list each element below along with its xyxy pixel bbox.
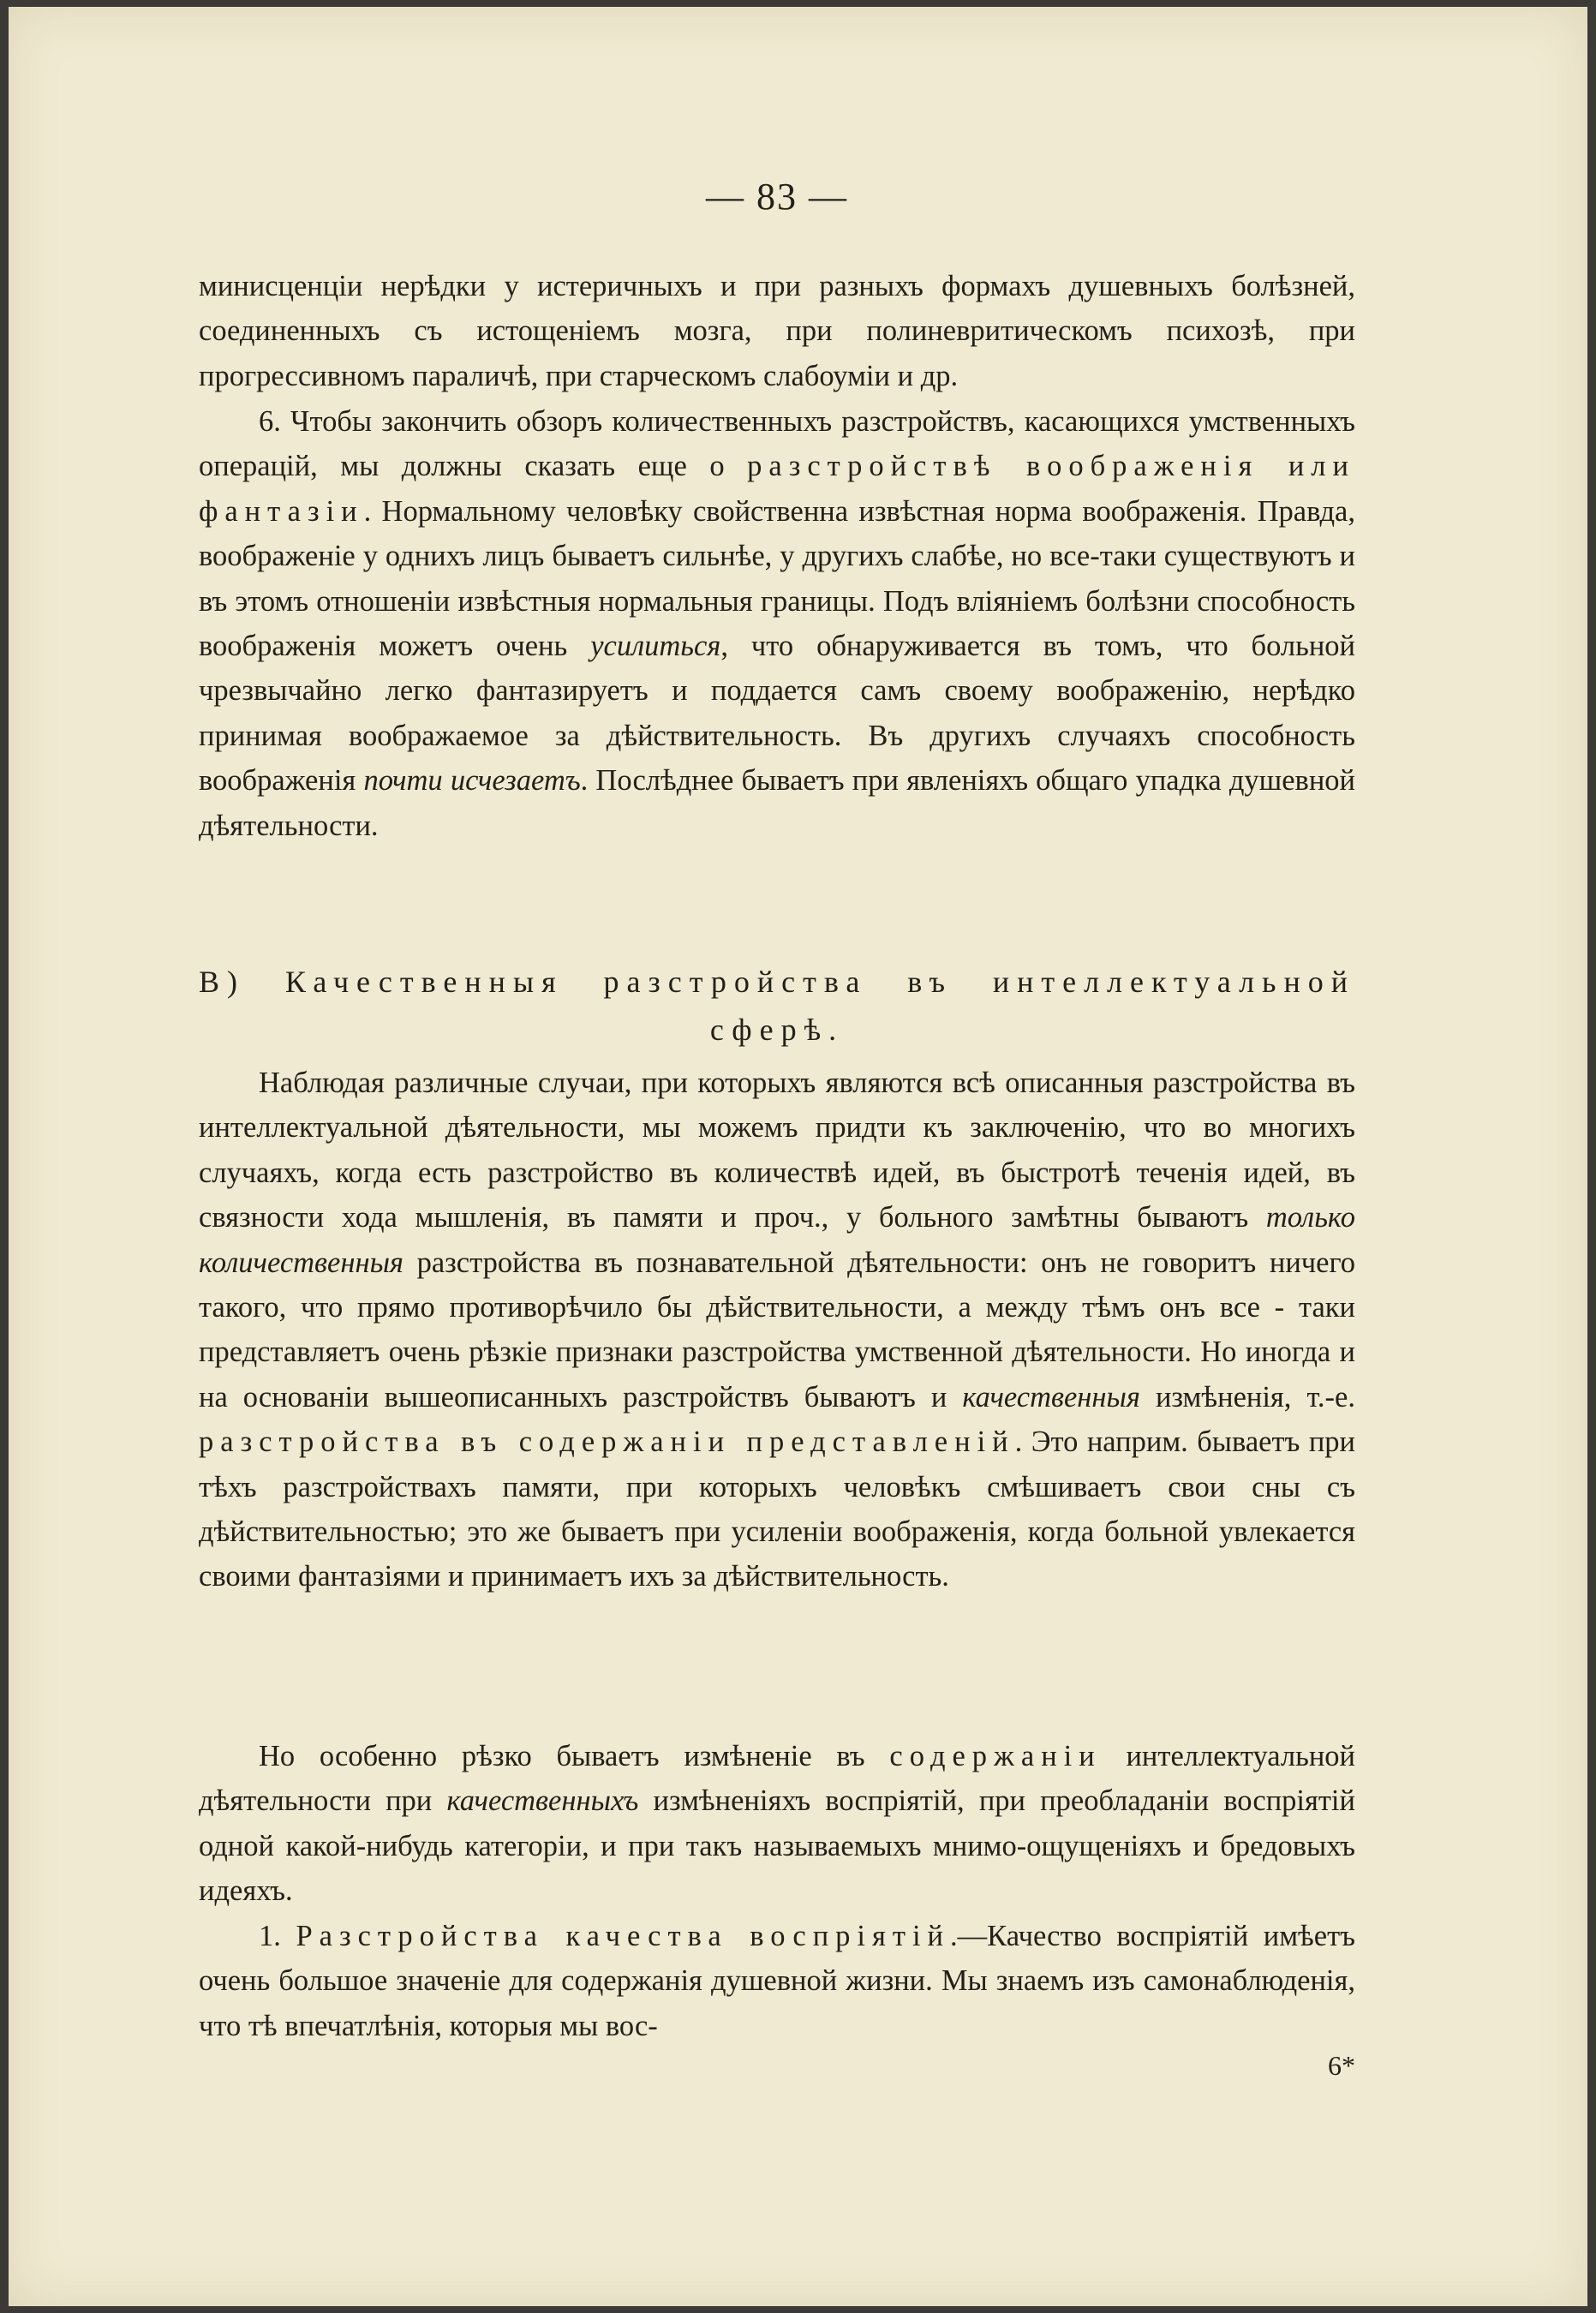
paragraph-3-text-c: измѣненія, т.-е. xyxy=(1139,1380,1355,1414)
paragraph-3-text-d: . Это наприм. бываетъ при тѣхъ разстройствахъ памяти, при которыхъ человѣкъ смѣшиваетъ свои сны съ дѣйствительностью; это же бываетъ при усиленіи воображенія, когда больной увлекается своими фантазіями и принимаетъ ихъ за дѣйствительность. xyxy=(199,1425,1356,1593)
paragraph-4-text-b: интеллектуальной дѣятельности при xyxy=(199,1740,1355,1818)
spaced-emphasis: содержаніи xyxy=(889,1740,1102,1772)
paragraph-4 xyxy=(199,1734,1355,1914)
section-heading-line-2: сферѣ. xyxy=(709,1013,845,1047)
paragraph-5-text-b: .—Качество воспріятій имѣетъ очень большое значеніе для содержанія душевной жизни. Мы знаемъ изъ самонаблюденія, что тѣ впечатлѣнія, которыя мы вос- xyxy=(199,1920,1355,2042)
spaced-emphasis: разстройствѣ воображенія или фантазіи xyxy=(199,450,1355,528)
paragraph-2-text-d: . Послѣднее бываетъ при явленіяхъ общаго упадка душевной дѣятельности. xyxy=(199,764,1355,842)
paragraph-2 xyxy=(199,399,1355,848)
italic-emphasis: почти исчезаетъ xyxy=(363,764,581,798)
italic-emphasis: только количественныя xyxy=(199,1201,1355,1279)
paragraph-3 xyxy=(199,1061,1355,1599)
paragraph-3-text-a: Наблюдая различные случаи, при которыхъ являются всѣ описанныя разстройства въ интеллектуальной дѣятельности, мы можемъ придти къ заключенію, что во многихъ случаяхъ, когда есть разстройство въ количествѣ идей, въ быстротѣ теченія идей, въ связности хода мышленія, въ памяти и проч., у больного замѣтны бываютъ xyxy=(199,1067,1355,1234)
page-number: — 83 — xyxy=(706,176,848,218)
italic-emphasis: усилиться xyxy=(590,630,721,663)
section-heading xyxy=(199,958,1355,1054)
paragraph-1 xyxy=(199,264,1355,398)
paragraph-2-text-a: 6. Чтобы закончить обзоръ количественныхъ разстройствъ, касающихся умственныхъ операцій, мы должны сказать еще о xyxy=(199,405,1355,483)
paragraph-4-text-c: измѣненіяхъ воспріятій, при преобладаніи воспріятій одной какой-нибудь категоріи, и при такъ называемыхъ мнимо-ощущеніяхъ и бредовыхъ идеяхъ. xyxy=(199,1784,1355,1908)
paragraph-4-text-a: Но особенно рѣзко бываетъ измѣненіе въ xyxy=(259,1740,890,1772)
signature-mark: 6* xyxy=(1328,2050,1355,2081)
paragraph-3-text-b: разстройства въ познавательной дѣятельности: онъ не говоритъ ничего такого, что прямо противорѣчило бы дѣйствительности, а между тѣмъ онъ все - таки представляетъ очень рѣзкіе признаки разстройства умственной дѣятельности. Но иногда и на основаніи вышеописанныхъ разстройствъ бываютъ и xyxy=(199,1246,1355,1414)
paragraph-1-text: минисценціи нерѣдки у истеричныхъ и при разныхъ формахъ душевныхъ болѣзней, соединенныхъ съ истощеніемъ мозга, при полиневритическомъ психозѣ, при прогрессивномъ параличѣ, при старческомъ слабоуміи и др. xyxy=(199,270,1355,392)
paragraph-2-text-b: . Нормальному человѣку свойственна извѣстная норма воображенія. Правда, воображеніе у однихъ лицъ бываетъ сильнѣе, у другихъ слабѣе, но все-таки существуютъ и въ этомъ отношеніи извѣстныя нормальныя границы. Подъ вліяніемъ болѣзни способность воображенія можетъ очень xyxy=(199,494,1355,663)
book-page xyxy=(9,7,1587,2306)
spaced-emphasis: Разстройства качества воспріятій xyxy=(296,1920,951,1952)
paragraph-5-text-a: 1. xyxy=(259,1920,296,1952)
paragraph-2-text-c: , что обнаруживается въ томъ, что больной чрезвычайно легко фантазируетъ и поддается самъ своему воображенію, нерѣдко принимая воображаемое за дѣйствительность. Въ другихъ случаяхъ способность воображенія xyxy=(199,630,1355,798)
spaced-emphasis: разстройства въ содержаніи представленій xyxy=(199,1425,1015,1459)
italic-emphasis: качественныя xyxy=(962,1380,1140,1414)
section-heading-line-1: В) Качественныя разстройства въ интеллектуальной xyxy=(199,965,1355,999)
italic-emphasis: качественныхъ xyxy=(446,1784,639,1818)
paragraph-5 xyxy=(199,1914,1355,2048)
